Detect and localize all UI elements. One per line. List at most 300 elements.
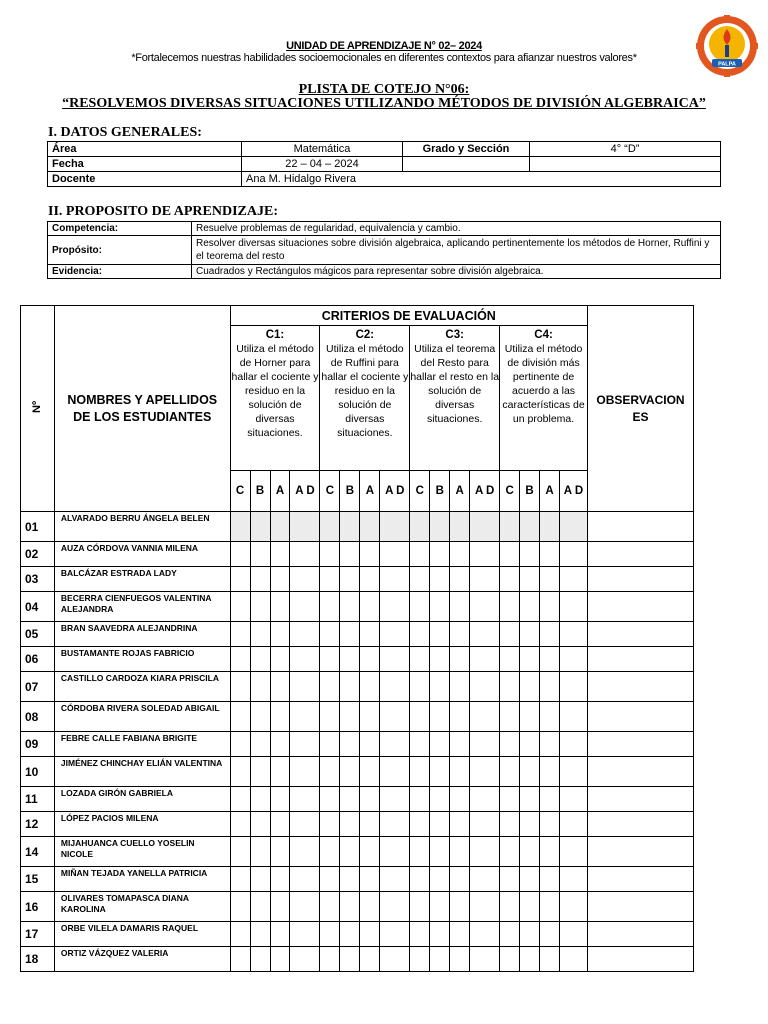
- grade-cell[interactable]: [380, 647, 410, 672]
- grade-cell[interactable]: [410, 732, 430, 757]
- grade-cell[interactable]: [320, 512, 340, 542]
- grade-cell[interactable]: [430, 947, 450, 972]
- grade-cell[interactable]: [250, 542, 270, 567]
- grade-cell[interactable]: [410, 837, 430, 867]
- grade-cell[interactable]: [290, 702, 320, 732]
- grade-cell[interactable]: [250, 672, 270, 702]
- grade-cell[interactable]: [250, 702, 270, 732]
- grade-cell[interactable]: [230, 812, 250, 837]
- grade-cell[interactable]: [320, 672, 340, 702]
- observation-cell[interactable]: [587, 702, 693, 732]
- observation-cell[interactable]: [587, 867, 693, 892]
- grade-cell[interactable]: [230, 592, 250, 622]
- grade-cell[interactable]: [450, 702, 470, 732]
- grade-cell[interactable]: [410, 812, 430, 837]
- grade-cell[interactable]: [470, 867, 500, 892]
- level-header: B: [430, 471, 450, 512]
- grade-cell[interactable]: [450, 892, 470, 922]
- grade-cell[interactable]: [290, 892, 320, 922]
- grade-cell[interactable]: [500, 892, 520, 922]
- grade-cell[interactable]: [270, 567, 290, 592]
- grade-cell[interactable]: [520, 947, 540, 972]
- grade-cell[interactable]: [540, 592, 560, 622]
- observation-cell[interactable]: [587, 892, 693, 922]
- grade-cell[interactable]: [430, 867, 450, 892]
- grade-cell[interactable]: [290, 592, 320, 622]
- grade-cell[interactable]: [380, 867, 410, 892]
- grade-cell[interactable]: [560, 622, 588, 647]
- grade-cell[interactable]: [410, 672, 430, 702]
- grade-cell[interactable]: [540, 512, 560, 542]
- grade-cell[interactable]: [430, 592, 450, 622]
- grade-cell[interactable]: [360, 542, 380, 567]
- grade-cell[interactable]: [540, 947, 560, 972]
- observation-cell[interactable]: [587, 947, 693, 972]
- grade-cell[interactable]: [430, 622, 450, 647]
- grade-cell[interactable]: [250, 837, 270, 867]
- grade-cell[interactable]: [340, 787, 360, 812]
- observation-cell[interactable]: [587, 567, 693, 592]
- grade-cell[interactable]: [380, 922, 410, 947]
- grade-cell[interactable]: [520, 512, 540, 542]
- grade-cell[interactable]: [320, 812, 340, 837]
- grade-cell[interactable]: [470, 922, 500, 947]
- grade-cell[interactable]: [470, 732, 500, 757]
- grade-cell[interactable]: [450, 567, 470, 592]
- grade-cell[interactable]: [430, 892, 450, 922]
- grade-cell[interactable]: [250, 512, 270, 542]
- grade-cell[interactable]: [560, 702, 588, 732]
- grade-cell[interactable]: [250, 732, 270, 757]
- grade-cell[interactable]: [520, 732, 540, 757]
- grade-cell[interactable]: [290, 512, 320, 542]
- grade-cell[interactable]: [470, 567, 500, 592]
- grade-cell[interactable]: [540, 647, 560, 672]
- grade-cell[interactable]: [430, 787, 450, 812]
- grade-cell[interactable]: [380, 702, 410, 732]
- grade-cell[interactable]: [270, 542, 290, 567]
- grade-cell[interactable]: [360, 922, 380, 947]
- grade-cell[interactable]: [540, 837, 560, 867]
- grade-cell[interactable]: [410, 622, 430, 647]
- grade-cell[interactable]: [450, 647, 470, 672]
- grade-cell[interactable]: [230, 837, 250, 867]
- grade-cell[interactable]: [360, 702, 380, 732]
- grade-cell[interactable]: [450, 757, 470, 787]
- grade-cell[interactable]: [560, 732, 588, 757]
- grade-cell[interactable]: [250, 787, 270, 812]
- grade-cell[interactable]: [360, 837, 380, 867]
- grade-cell[interactable]: [360, 567, 380, 592]
- grade-cell[interactable]: [360, 757, 380, 787]
- grade-cell[interactable]: [320, 922, 340, 947]
- grade-cell[interactable]: [500, 622, 520, 647]
- grade-cell[interactable]: [320, 542, 340, 567]
- grade-cell[interactable]: [470, 592, 500, 622]
- grade-cell[interactable]: [450, 787, 470, 812]
- grade-cell[interactable]: [430, 922, 450, 947]
- grade-cell[interactable]: [560, 592, 588, 622]
- grade-cell[interactable]: [450, 867, 470, 892]
- grade-cell[interactable]: [450, 732, 470, 757]
- grade-cell[interactable]: [270, 892, 290, 922]
- grade-cell[interactable]: [320, 592, 340, 622]
- grade-cell[interactable]: [520, 892, 540, 922]
- grade-cell[interactable]: [230, 892, 250, 922]
- grade-cell[interactable]: [410, 757, 430, 787]
- grade-cell[interactable]: [500, 567, 520, 592]
- observation-cell[interactable]: [587, 837, 693, 867]
- grade-cell[interactable]: [230, 757, 250, 787]
- grade-cell[interactable]: [470, 892, 500, 922]
- grade-cell[interactable]: [360, 647, 380, 672]
- grade-cell[interactable]: [410, 702, 430, 732]
- grade-cell[interactable]: [520, 567, 540, 592]
- grade-cell[interactable]: [450, 947, 470, 972]
- grade-cell[interactable]: [520, 922, 540, 947]
- grade-cell[interactable]: [410, 542, 430, 567]
- grade-cell[interactable]: [360, 787, 380, 812]
- grade-cell[interactable]: [380, 622, 410, 647]
- grade-cell[interactable]: [560, 837, 588, 867]
- observation-cell[interactable]: [587, 542, 693, 567]
- grade-cell[interactable]: [470, 787, 500, 812]
- grade-cell[interactable]: [230, 567, 250, 592]
- grade-cell[interactable]: [450, 837, 470, 867]
- grade-cell[interactable]: [520, 647, 540, 672]
- grade-cell[interactable]: [540, 757, 560, 787]
- table-row: [21, 757, 694, 787]
- grade-cell[interactable]: [540, 567, 560, 592]
- grade-cell[interactable]: [270, 592, 290, 622]
- grade-cell[interactable]: [470, 947, 500, 972]
- grade-cell[interactable]: [560, 947, 588, 972]
- grade-cell[interactable]: [500, 592, 520, 622]
- observation-cell[interactable]: [587, 787, 693, 812]
- grade-cell[interactable]: [540, 812, 560, 837]
- grade-cell[interactable]: [380, 757, 410, 787]
- grade-cell[interactable]: [470, 542, 500, 567]
- grade-cell[interactable]: [340, 837, 360, 867]
- grade-cell[interactable]: [270, 622, 290, 647]
- grade-cell[interactable]: [380, 732, 410, 757]
- grade-cell[interactable]: [430, 757, 450, 787]
- grade-cell[interactable]: [450, 672, 470, 702]
- grade-cell[interactable]: [250, 947, 270, 972]
- level-header: A: [540, 471, 560, 512]
- grade-cell[interactable]: [320, 622, 340, 647]
- grade-cell[interactable]: [230, 867, 250, 892]
- grade-cell[interactable]: [520, 757, 540, 787]
- grade-cell[interactable]: [410, 567, 430, 592]
- observation-cell[interactable]: [587, 672, 693, 702]
- grade-cell[interactable]: [450, 622, 470, 647]
- student-name: AUZA CÓRDOVA VANNIA MILENA: [54, 542, 230, 567]
- grade-cell[interactable]: [500, 867, 520, 892]
- grade-cell[interactable]: [380, 542, 410, 567]
- grade-cell[interactable]: [520, 542, 540, 567]
- grade-cell[interactable]: [230, 947, 250, 972]
- grade-cell[interactable]: [270, 732, 290, 757]
- observation-cell[interactable]: [587, 592, 693, 622]
- student-name: JIMÉNEZ CHINCHAY ELIÁN VALENTINA: [54, 757, 230, 787]
- observation-cell[interactable]: [587, 922, 693, 947]
- grade-cell[interactable]: [290, 867, 320, 892]
- grade-cell[interactable]: [360, 947, 380, 972]
- grade-cell[interactable]: [470, 672, 500, 702]
- grade-cell[interactable]: [250, 567, 270, 592]
- grade-cell[interactable]: [340, 542, 360, 567]
- grade-cell[interactable]: [360, 867, 380, 892]
- grade-cell[interactable]: [500, 732, 520, 757]
- grade-cell[interactable]: [540, 787, 560, 812]
- grade-cell[interactable]: [290, 672, 320, 702]
- level-header: A: [270, 471, 290, 512]
- grade-cell[interactable]: [560, 647, 588, 672]
- observation-cell[interactable]: [587, 622, 693, 647]
- grade-cell[interactable]: [410, 892, 430, 922]
- grade-cell[interactable]: [380, 947, 410, 972]
- grade-cell[interactable]: [380, 837, 410, 867]
- grade-cell[interactable]: [380, 672, 410, 702]
- grade-cell[interactable]: [360, 672, 380, 702]
- grade-cell[interactable]: [340, 647, 360, 672]
- grade-cell[interactable]: [540, 702, 560, 732]
- grade-cell[interactable]: [320, 757, 340, 787]
- grade-cell[interactable]: [340, 567, 360, 592]
- grade-cell[interactable]: [380, 567, 410, 592]
- grade-cell[interactable]: [540, 867, 560, 892]
- grade-cell[interactable]: [450, 512, 470, 542]
- grade-cell[interactable]: [340, 702, 360, 732]
- grade-cell[interactable]: [340, 812, 360, 837]
- grade-cell[interactable]: [540, 922, 560, 947]
- grade-cell[interactable]: [230, 622, 250, 647]
- grade-cell[interactable]: [290, 787, 320, 812]
- grade-cell[interactable]: [230, 732, 250, 757]
- grade-cell[interactable]: [360, 592, 380, 622]
- grade-cell[interactable]: [560, 567, 588, 592]
- grade-cell[interactable]: [340, 622, 360, 647]
- grade-cell[interactable]: [230, 542, 250, 567]
- teacher-value: Ana M. Hidalgo Rivera: [242, 172, 721, 187]
- grade-cell[interactable]: [470, 512, 500, 542]
- grade-cell[interactable]: [290, 542, 320, 567]
- observation-cell[interactable]: [587, 757, 693, 787]
- grade-cell[interactable]: [430, 567, 450, 592]
- grade-cell[interactable]: [560, 542, 588, 567]
- grade-cell[interactable]: [360, 892, 380, 922]
- grade-cell[interactable]: [560, 812, 588, 837]
- grade-cell[interactable]: [290, 837, 320, 867]
- grade-cell[interactable]: [340, 867, 360, 892]
- grade-cell[interactable]: [560, 672, 588, 702]
- grade-cell[interactable]: [450, 592, 470, 622]
- grade-cell[interactable]: [500, 542, 520, 567]
- grade-cell[interactable]: [340, 672, 360, 702]
- grade-cell[interactable]: [320, 892, 340, 922]
- grade-cell[interactable]: [520, 867, 540, 892]
- grade-cell[interactable]: [410, 867, 430, 892]
- grade-cell[interactable]: [230, 647, 250, 672]
- grade-cell[interactable]: [270, 647, 290, 672]
- grade-cell[interactable]: [500, 837, 520, 867]
- grade-cell[interactable]: [520, 787, 540, 812]
- grade-cell[interactable]: [470, 812, 500, 837]
- grade-cell[interactable]: [290, 567, 320, 592]
- grade-cell[interactable]: [270, 702, 290, 732]
- grade-cell[interactable]: [430, 702, 450, 732]
- grade-cell[interactable]: [340, 947, 360, 972]
- grade-cell[interactable]: [290, 947, 320, 972]
- grade-cell[interactable]: [500, 812, 520, 837]
- grade-cell[interactable]: [250, 622, 270, 647]
- grade-cell[interactable]: [270, 947, 290, 972]
- grade-cell[interactable]: [290, 732, 320, 757]
- grade-cell[interactable]: [540, 542, 560, 567]
- grade-cell[interactable]: [410, 647, 430, 672]
- grade-cell[interactable]: [560, 787, 588, 812]
- grade-cell[interactable]: [430, 647, 450, 672]
- grade-cell[interactable]: [360, 512, 380, 542]
- evidence-label: Evidencia:: [48, 265, 192, 279]
- grade-cell[interactable]: [540, 622, 560, 647]
- grade-cell[interactable]: [250, 922, 270, 947]
- grade-cell[interactable]: [230, 702, 250, 732]
- grade-cell[interactable]: [340, 512, 360, 542]
- grade-cell[interactable]: [380, 787, 410, 812]
- grade-cell[interactable]: [250, 647, 270, 672]
- grade-cell[interactable]: [340, 922, 360, 947]
- observation-cell[interactable]: [587, 812, 693, 837]
- grade-cell[interactable]: [380, 592, 410, 622]
- grade-cell[interactable]: [340, 592, 360, 622]
- grade-cell[interactable]: [560, 892, 588, 922]
- grade-cell[interactable]: [380, 512, 410, 542]
- grade-cell[interactable]: [470, 757, 500, 787]
- grade-cell[interactable]: [290, 757, 320, 787]
- grade-cell[interactable]: [230, 787, 250, 812]
- grade-cell[interactable]: [560, 512, 588, 542]
- grade-cell[interactable]: [430, 512, 450, 542]
- grade-cell[interactable]: [270, 867, 290, 892]
- grade-cell[interactable]: [500, 787, 520, 812]
- grade-cell[interactable]: [540, 892, 560, 922]
- table-row: [21, 922, 694, 947]
- grade-cell[interactable]: [450, 542, 470, 567]
- grade-cell[interactable]: [320, 702, 340, 732]
- grade-cell[interactable]: [320, 647, 340, 672]
- observation-cell[interactable]: [587, 647, 693, 672]
- grade-cell[interactable]: [270, 672, 290, 702]
- grade-cell[interactable]: [230, 672, 250, 702]
- grade-cell[interactable]: [520, 672, 540, 702]
- grade-cell[interactable]: [340, 892, 360, 922]
- grade-cell[interactable]: [500, 922, 520, 947]
- grade-cell[interactable]: [320, 947, 340, 972]
- grade-cell[interactable]: [320, 567, 340, 592]
- grade-cell[interactable]: [520, 702, 540, 732]
- grade-cell[interactable]: [230, 922, 250, 947]
- grade-cell[interactable]: [270, 787, 290, 812]
- grade-cell[interactable]: [340, 757, 360, 787]
- grade-cell[interactable]: [430, 812, 450, 837]
- grade-cell[interactable]: [430, 542, 450, 567]
- grade-cell[interactable]: [270, 922, 290, 947]
- observations-header: OBSERVACION ES: [587, 306, 693, 512]
- grade-cell[interactable]: [360, 812, 380, 837]
- grade-cell[interactable]: [290, 922, 320, 947]
- grade-cell[interactable]: [250, 757, 270, 787]
- grade-cell[interactable]: [500, 702, 520, 732]
- grade-cell[interactable]: [520, 812, 540, 837]
- grade-cell[interactable]: [540, 732, 560, 757]
- grade-cell[interactable]: [270, 837, 290, 867]
- grade-cell[interactable]: [250, 892, 270, 922]
- grade-cell[interactable]: [270, 512, 290, 542]
- grade-cell[interactable]: [340, 732, 360, 757]
- grade-cell[interactable]: [320, 732, 340, 757]
- grade-cell[interactable]: [500, 512, 520, 542]
- observation-cell[interactable]: [587, 512, 693, 542]
- grade-cell[interactable]: [470, 622, 500, 647]
- grade-cell[interactable]: [500, 757, 520, 787]
- grade-cell[interactable]: [500, 947, 520, 972]
- grade-cell[interactable]: [560, 867, 588, 892]
- grade-cell[interactable]: [250, 812, 270, 837]
- grade-cell[interactable]: [430, 837, 450, 867]
- grade-cell[interactable]: [430, 672, 450, 702]
- grade-cell[interactable]: [250, 592, 270, 622]
- grade-cell[interactable]: [410, 592, 430, 622]
- grade-cell[interactable]: [560, 922, 588, 947]
- grade-cell[interactable]: [230, 512, 250, 542]
- grade-cell[interactable]: [320, 787, 340, 812]
- grade-cell[interactable]: [410, 947, 430, 972]
- grade-cell[interactable]: [380, 812, 410, 837]
- grade-cell[interactable]: [520, 622, 540, 647]
- grade-cell[interactable]: [470, 837, 500, 867]
- grade-cell[interactable]: [500, 672, 520, 702]
- grade-cell[interactable]: [450, 812, 470, 837]
- grade-cell[interactable]: [450, 922, 470, 947]
- grade-cell[interactable]: [320, 837, 340, 867]
- grade-cell[interactable]: [410, 787, 430, 812]
- grade-cell[interactable]: [470, 702, 500, 732]
- grade-cell[interactable]: [410, 512, 430, 542]
- grade-cell[interactable]: [270, 757, 290, 787]
- grade-cell[interactable]: [560, 757, 588, 787]
- grade-cell[interactable]: [250, 867, 270, 892]
- grade-cell[interactable]: [270, 812, 290, 837]
- grade-cell[interactable]: [520, 837, 540, 867]
- level-header: C: [410, 471, 430, 512]
- grade-cell[interactable]: [520, 592, 540, 622]
- grade-cell[interactable]: [320, 867, 340, 892]
- grade-cell[interactable]: [380, 892, 410, 922]
- observation-cell[interactable]: [587, 732, 693, 757]
- grade-cell[interactable]: [290, 622, 320, 647]
- grade-cell[interactable]: [470, 647, 500, 672]
- grade-cell[interactable]: [360, 622, 380, 647]
- grade-cell[interactable]: [410, 922, 430, 947]
- grade-cell[interactable]: [500, 647, 520, 672]
- grade-cell[interactable]: [290, 647, 320, 672]
- grade-cell[interactable]: [290, 812, 320, 837]
- grade-cell[interactable]: [540, 672, 560, 702]
- grade-cell[interactable]: [360, 732, 380, 757]
- grade-cell[interactable]: [430, 732, 450, 757]
